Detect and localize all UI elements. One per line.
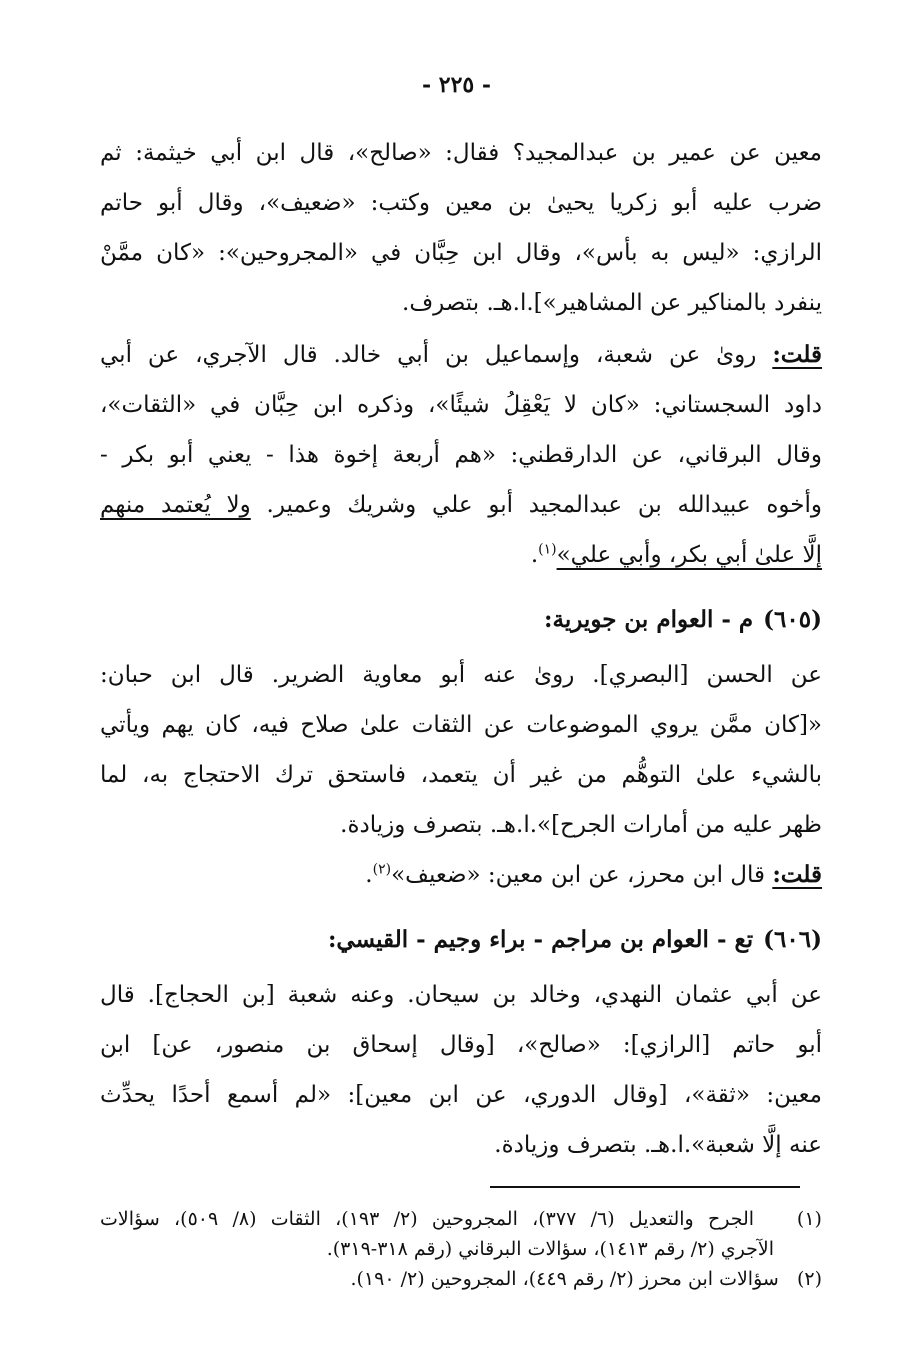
paragraph-qult-1 <box>100 330 822 580</box>
footnote-separator <box>490 1186 800 1188</box>
footnote-ref: (٢) <box>372 861 392 878</box>
footnote-marker: (٢) <box>796 1268 822 1290</box>
footnote-marker: (١) <box>796 1208 822 1230</box>
footnote-1-line: الآجري (٢/ رقم ١٤١٣)، سؤالات البرقاني (رقم ٣١٨-٣١٩). <box>326 1238 774 1260</box>
text-line: عن الحسن [البصري]. روىٰ عنه أبو معاوية الضرير. قال ابن حبان: <box>100 662 822 688</box>
text-line: معين عن عمير بن عبدالمجيد؟ فقال: «صالح»، قال ابن أبي خيثمة: ثم <box>100 140 822 166</box>
text-line: الرازي: «ليس به بأس»، وقال ابن حِبَّان في «المجروحين»: «كان ممَّنْ <box>100 240 822 266</box>
paragraph-continuation <box>100 128 822 328</box>
text-span: وأخوه عبيدالله بن عبدالمجيد أبو علي وشريك وعمير. <box>250 492 822 518</box>
text-line: بالشيء علىٰ التوهُّم من غير أن يتعمد، فاستحق ترك الاحتجاج به، لما <box>100 762 822 788</box>
text-span: . <box>365 862 373 888</box>
qult-label: قلت: <box>772 861 822 888</box>
entry-heading-605 <box>100 598 822 642</box>
text-line: ضرب عليه أبو زكريا يحيىٰ بن معين وكتب: «ضعيف»، وقال أبو حاتم <box>100 190 822 216</box>
underlined-text: إلَّا علىٰ أبي بكر، وأبي علي» <box>556 542 822 568</box>
text-line: أبو حاتم [الرازي]: «صالح»، [وقال إسحاق بن منصور، عن] ابن <box>100 1032 822 1058</box>
entry-number: (٦٠٥) <box>763 606 822 633</box>
text-line <box>100 480 822 530</box>
entry-body-606 <box>100 970 822 1170</box>
footnote-1-line <box>100 1204 822 1234</box>
footnote-text: سؤالات ابن محرز (٢/ رقم ٤٤٩)، المجروحين (٢/ ١٩٠). <box>350 1268 779 1290</box>
footnote-2-line <box>100 1264 822 1294</box>
text-line: عنه إلَّا شعبة».ا.هـ. بتصرف وزيادة. <box>494 1132 822 1158</box>
underlined-text: ولا يُعتمد منهم <box>100 492 251 518</box>
page-number: - ٢٢٥ - <box>421 72 492 98</box>
text-line: داود السجستاني: «كان لا يَعْقِلُ شيئًا»، وذكره ابن حِبَّان في «الثقات»، <box>100 392 822 418</box>
entry-body-605 <box>100 650 822 900</box>
text-span: قال ابن محرز، عن ابن معين: «ضعيف» <box>391 862 773 888</box>
entry-title: م - العوام بن جويرية: <box>544 606 754 633</box>
text-line <box>100 530 822 580</box>
footnote-ref: (١) <box>538 541 557 558</box>
text-line: وقال البرقاني، عن الدارقطني: «هم أربعة إخوة هذا - يعني أبو بكر - <box>100 442 822 468</box>
text-span: . <box>530 542 539 568</box>
text-line: ظهر عليه من أمارات الجرح]».ا.هـ. بتصرف وزيادة. <box>340 812 822 838</box>
qult-label: قلت: <box>772 341 822 368</box>
entry-number: (٦٠٦) <box>763 926 822 953</box>
text-line <box>100 850 822 900</box>
footnote-text: الجرح والتعديل (٦/ ٣٧٧)، المجروحين (٢/ ١٩٣)، الثقات (٨/ ٥٠٩)، سؤالات <box>100 1208 755 1230</box>
text-line: معين: «ثقة»، [وقال الدوري، عن ابن معين]: «لم أسمع أحدًا يحدِّث <box>100 1082 822 1108</box>
text-line <box>100 330 822 380</box>
text-line: عن أبي عثمان النهدي، وخالد بن سيحان. وعنه شعبة [بن الحجاج]. قال <box>100 982 822 1008</box>
entry-title: تع - العوام بن مراجم - براء وجيم - القيسي: <box>327 926 754 953</box>
entry-heading-606 <box>100 918 822 962</box>
footnotes <box>100 1204 822 1294</box>
text-line: ينفرد بالمناكير عن المشاهير»].ا.هـ. بتصرف. <box>402 290 822 316</box>
text-span: روىٰ عن شعبة، وإسماعيل بن أبي خالد. قال الآجري، عن أبي <box>100 342 773 368</box>
text-line: «[كان ممَّن يروي الموضوعات عن الثقات علىٰ صلاح فيه، كان يهم ويأتي <box>100 712 822 738</box>
